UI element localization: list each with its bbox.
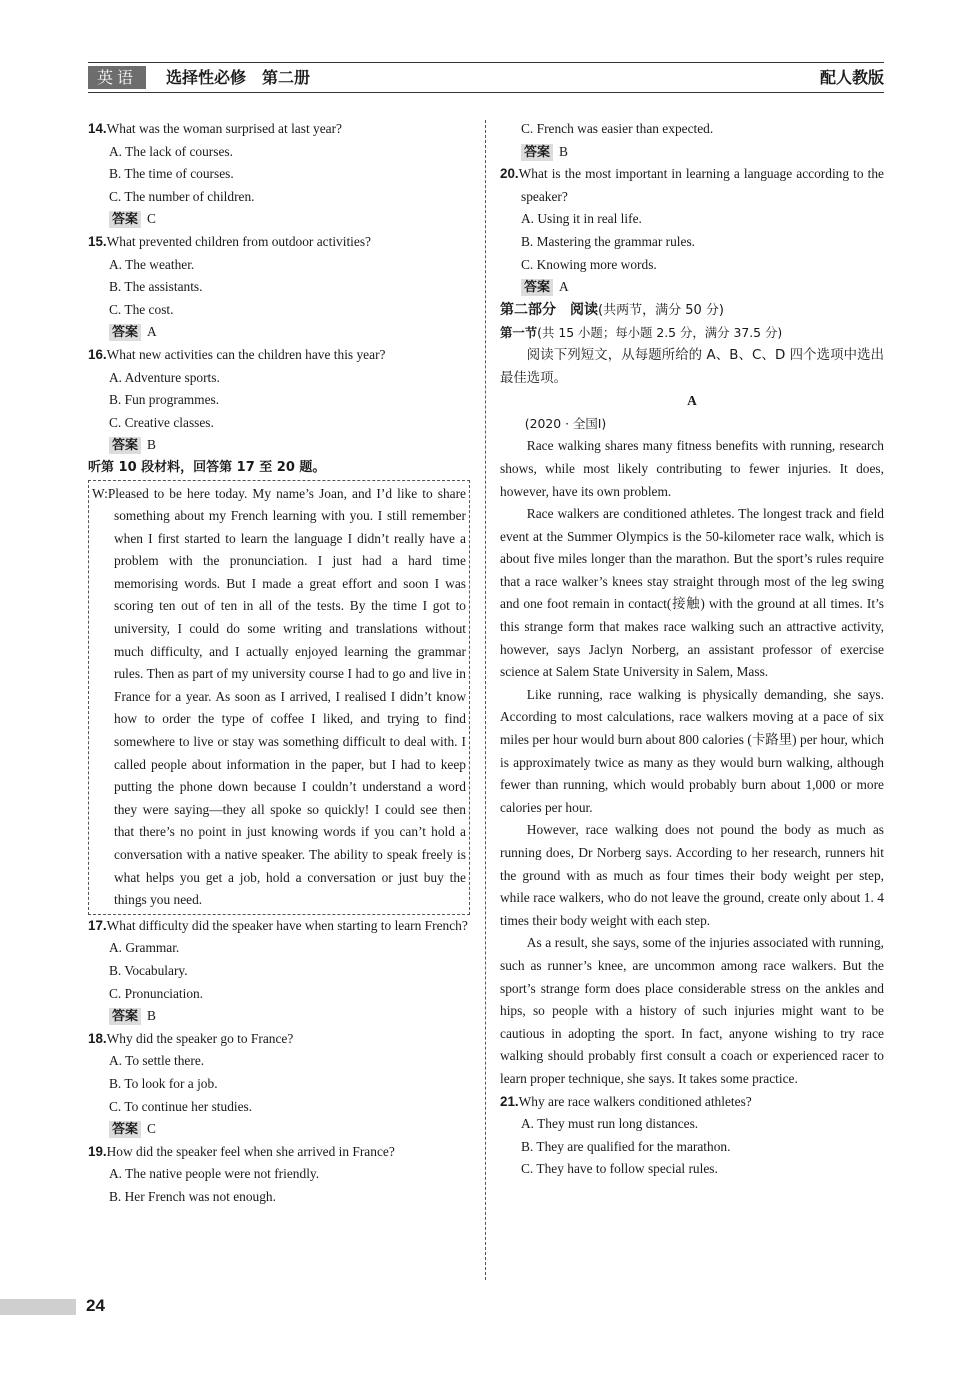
- option-b: B. To look for a job.: [109, 1075, 218, 1091]
- left-column: [88, 118, 470, 1209]
- question-number: 18.: [88, 1030, 107, 1046]
- answer-line: [88, 434, 470, 457]
- question-text: Why are race walkers conditioned athletes?: [518, 1093, 752, 1109]
- question-text: What prevented children from outdoor activities?: [106, 233, 371, 249]
- question-number: 16.: [88, 346, 107, 362]
- question-number: 19.: [88, 1143, 107, 1159]
- page-number-bar: [0, 1299, 76, 1315]
- question-16: [88, 344, 470, 457]
- answer-label: 答案: [109, 1121, 141, 1138]
- passage-paragraph: Race walking shares many fitness benefits with running, research shows, while most likely contributing to fewer injuries. It does, however, have its own problem.: [500, 438, 884, 499]
- answer-value: B: [147, 1008, 156, 1024]
- transcript-box: [88, 480, 470, 915]
- answer-label: 答案: [521, 279, 553, 296]
- question-text: How did the speaker feel when she arrived in France?: [106, 1143, 395, 1159]
- answer-line: [500, 141, 884, 164]
- option-a: A. The weather.: [109, 256, 195, 272]
- option-c: C. The number of children.: [109, 188, 255, 204]
- question-number: 20.: [500, 166, 519, 182]
- section-1-note: (共 15 小题；每小题 2.5 分，满分 37.5 分): [537, 325, 783, 341]
- question-number: 15.: [88, 233, 107, 249]
- section-1-title: 第一节: [500, 325, 538, 341]
- question-14: [88, 118, 470, 231]
- answer-value: B: [559, 143, 568, 159]
- option-a: A. To settle there.: [109, 1053, 205, 1069]
- question-number: 17.: [88, 917, 107, 933]
- option-a: A. Using it in real life.: [521, 211, 642, 227]
- question-number: 21.: [500, 1093, 519, 1109]
- answer-value: C: [147, 1121, 156, 1137]
- transcript-text: W:Pleased to be here today. My name’s Joan, and I’d like to share something about my French learning with you. I still remember when I first started to learn the language I didn’t really have a problem with the pronunciation. I just had a hard time memorising words. But I made a great effort and soon I was scoring ten out of ten in all of the tests. By the time I got to university, I could do some writing and translations without much difficulty, and I actually enjoyed learning the grammar rules. Then as part of my university course I had to go and live in France for a year. As soon as I arrived, I realised I didn’t know how to order the type of coffee I liked, and trying to find somewhere to live or stay was something difficult to deal with. I called people about information in the paper, but I had to keep putting the phone down because I couldn’t understand a word they were saying—they all spoke so quickly! I could see then that there’s no point in just knowing words if you can’t hold a conversation with a native speaker. The ability to speak freely is what helps you get a job, hold a conversation or just buy the things you need.: [92, 485, 466, 908]
- option-a: A. They must run long distances.: [521, 1116, 699, 1132]
- question-text: What was the woman surprised at last year?: [106, 121, 342, 136]
- passage-letter: A: [687, 393, 697, 409]
- option-b: B. They are qualified for the marathon.: [521, 1138, 731, 1154]
- option-b: B. Mastering the grammar rules.: [521, 233, 696, 249]
- passage-paragraph: Race walkers are conditioned athletes. The longest track and field event at the Summer Olympics is the 50-kilometer race walk, which is about five miles longer than the marathon. But the sport’s rules require that a race walker’s knees stay straight through most of the leg swing and one foot remain in contact(接触) with the ground at all times. It’s this strange form that makes race walking such an attractive activity, however, says Jaclyn Norberg, an assistant professor of exercise science at Salem State University in Salem, Mass.: [500, 506, 884, 680]
- passage-paragraph: However, race walking does not pound the body as much as running does, Dr Norberg says. According to her research, runners hit the ground with as much as four times their body weight per step, while race walkers, who do not leave the ground, create only about 1. 4 times their body weight with each step.: [500, 822, 884, 928]
- option-c: C. They have to follow special rules.: [521, 1161, 718, 1177]
- option-c: C. Creative classes.: [109, 414, 214, 430]
- page-number: 24: [86, 1296, 105, 1315]
- passage-paragraph: Like running, race walking is physically demanding, she says. According to most calculations, race walkers moving at a pace of six miles per hour would burn about 800 calories (卡路里) per hour, which is approximately twice as many as they would burn walking, although fewer than running, which would probably burn about 1,000 or more calories per hour.: [500, 686, 884, 815]
- question-17: [88, 915, 470, 1028]
- right-column: [500, 118, 884, 1181]
- answer-line: [88, 321, 470, 344]
- part-2-heading: [500, 299, 884, 323]
- question-number: 14.: [88, 121, 107, 136]
- part-2-note: (共两节，满分 50 分): [598, 302, 724, 318]
- listening-section-intro: 听第 10 段材料，回答第 17 至 20 题。: [88, 459, 326, 475]
- option-b: B. The assistants.: [109, 279, 203, 295]
- question-19: [88, 1141, 470, 1209]
- page-header: [88, 62, 884, 94]
- book-title: 选择性必修 第二册: [166, 68, 311, 87]
- question-20: [500, 163, 884, 299]
- option-c: C. Knowing more words.: [521, 256, 657, 272]
- answer-value: B: [147, 437, 156, 453]
- answer-label: 答案: [521, 144, 553, 161]
- answer-line: [500, 276, 884, 299]
- option-c: C. French was easier than expected.: [521, 121, 714, 136]
- option-a: A. The native people were not friendly.: [109, 1166, 320, 1182]
- subject-badge: 英语: [88, 66, 146, 89]
- option-a: A. The lack of courses.: [109, 143, 233, 159]
- option-a: A. Adventure sports.: [109, 369, 220, 385]
- header-bottom-rule: [88, 92, 884, 93]
- answer-label: 答案: [109, 324, 141, 341]
- answer-value: C: [147, 211, 156, 227]
- column-divider: [485, 120, 486, 1280]
- option-c: C. Pronunciation.: [109, 985, 204, 1001]
- option-b: B. Vocabulary.: [109, 962, 188, 978]
- question-text: What is the most important in learning a language according to the speaker?: [518, 166, 884, 204]
- answer-label: 答案: [109, 437, 141, 454]
- question-15: [88, 231, 470, 344]
- answer-label: 答案: [109, 211, 141, 228]
- edition-label: 配人教版: [819, 68, 884, 87]
- part-2-title: 第二部分 阅读: [500, 301, 598, 318]
- question-text: Why did the speaker go to France?: [106, 1030, 294, 1046]
- question-18: [88, 1028, 470, 1141]
- option-b: B. Her French was not enough.: [109, 1188, 276, 1204]
- question-21: [500, 1091, 884, 1181]
- reading-instruction: 阅读下列短文，从每题所给的 A、B、C、D 四个选项中选出最佳选项。: [500, 347, 884, 386]
- answer-value: A: [147, 324, 157, 340]
- passage-paragraph: As a result, she says, some of the injuries associated with running, such as runner’s knee, are uncommon among race walkers. But the sport’s strange form does place considerable stress on the ankles and hips, so people with a history of such injuries might want to be cautious in adopting the sport. In fact, anyone wishing to try race walking should probably first consult a coach or experienced racer to learn proper technique, she says. It takes some practice.: [500, 935, 884, 1086]
- section-1-heading: [500, 322, 884, 345]
- answer-value: A: [559, 279, 569, 295]
- question-text: What difficulty did the speaker have when starting to learn French?: [106, 917, 468, 933]
- answer-line: [88, 1118, 470, 1141]
- question-19-continued: [500, 118, 884, 163]
- option-a: A. Grammar.: [109, 940, 180, 956]
- option-c: C. The cost.: [109, 301, 174, 317]
- option-b: B. The time of courses.: [109, 166, 234, 182]
- question-text: What new activities can the children have this year?: [106, 346, 386, 362]
- answer-label: 答案: [109, 1008, 141, 1025]
- passage-source: (2020 · 全国Ⅰ): [524, 415, 607, 431]
- header-top-rule: [88, 62, 884, 63]
- answer-line: [88, 1005, 470, 1028]
- option-b: B. Fun programmes.: [109, 392, 220, 408]
- answer-line: [88, 208, 470, 231]
- option-c: C. To continue her studies.: [109, 1098, 253, 1114]
